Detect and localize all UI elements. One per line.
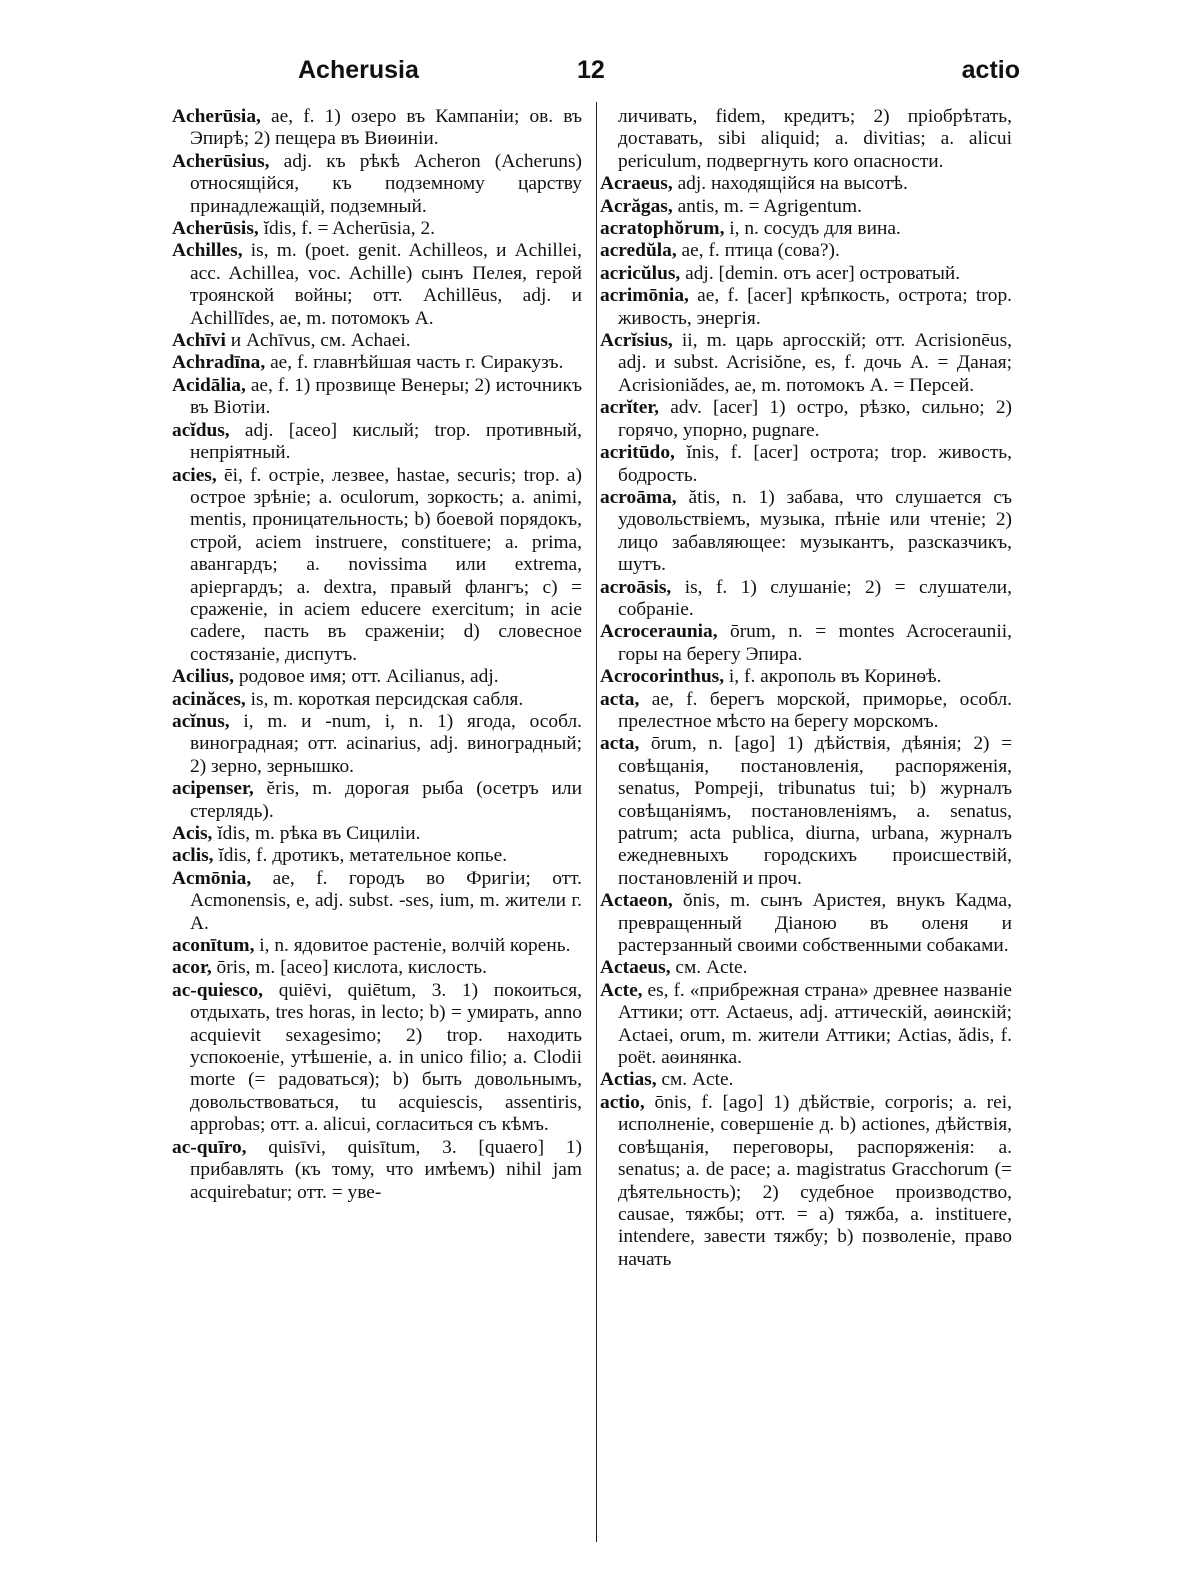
dictionary-entry xyxy=(600,196,1012,218)
dictionary-entry xyxy=(600,330,1012,397)
entry-definition: adj. къ рѣкѣ Acheron (Acheruns) относящійся, къ подземному царству принадлежащій, подземный. xyxy=(190,150,582,217)
entry-definition: adj. [aceo] кислый; trop. противный, непріятный. xyxy=(190,419,582,464)
entry-definition: см. Acte. xyxy=(661,1069,734,1091)
entry-definition: ōnis, f. [ago] 1) дѣйствіе, corporis; a. rei, исполненіе, совершеніе д. b) actiones, дѣйствія, совѣщанія, переговоры, распоряженія: a. senatus; a. de pace; a. magistratus Gracchorum (= дѣятельность); 2) судебное производство, causae, тяжбы; отт. = a) тяжба, a. instituere, intendere, завести тяжбу; b) позволеніе, право начать xyxy=(618,1091,1012,1270)
entry-headword: acratophŏrum, xyxy=(600,218,725,240)
entry-headword: acredŭla, xyxy=(600,240,677,262)
column-divider xyxy=(596,102,597,1542)
running-head xyxy=(170,52,1020,92)
entry-headword: Acherūsia, xyxy=(172,106,261,127)
entry-headword: Achradīna, xyxy=(172,352,266,374)
entry-headword: ac-quiesco, xyxy=(172,979,264,1001)
entry-headword: acĭnus, xyxy=(172,710,230,732)
entry-headword: acinăces, xyxy=(172,688,246,710)
entry-headword: Acte, xyxy=(600,979,643,1001)
dictionary-entry xyxy=(172,420,582,465)
entry-definition: i, f. акрополь въ Коринѳѣ. xyxy=(728,666,942,688)
entry-continuation: личивать, fidem, кредитъ; 2) пріобрѣтать, доставать, sibi aliquid; a. divitias; a. alicui periculum, подвергнуть кого опасности. xyxy=(618,106,1012,172)
entry-definition: ae, f. птица (сова?). xyxy=(681,240,840,262)
entry-definition: antis, m. = Agrigentum. xyxy=(677,195,862,217)
entry-headword: Acidālia, xyxy=(172,374,246,396)
entry-headword: Acrocorinthus, xyxy=(600,666,725,688)
dictionary-entry xyxy=(600,666,1012,688)
page-number: 12 xyxy=(577,56,605,84)
entry-headword: aconītum, xyxy=(172,935,255,957)
dictionary-entry xyxy=(600,1069,1012,1091)
left-column xyxy=(172,106,582,1204)
entry-headword: acritūdo, xyxy=(600,442,675,464)
entry-headword: Acroceraunia, xyxy=(600,621,718,643)
dictionary-entry xyxy=(172,666,582,688)
entry-definition: ae, f. главнѣйшая часть г. Сиракузъ. xyxy=(270,352,564,374)
dictionary-entry xyxy=(172,1137,582,1204)
entry-definition: i, m. и -num, i, n. 1) ягода, особл. виноградная; отт. acinarius, adj. виноградный; 2) зерно, зернышко. xyxy=(190,710,582,777)
entry-definition: ĭdis, f. дротикъ, метательное копье. xyxy=(218,845,508,867)
entry-headword: acies, xyxy=(172,464,217,486)
entry-headword: acricŭlus, xyxy=(600,262,681,284)
dictionary-entry xyxy=(600,173,1012,195)
entry-definition: ĭnis, f. [acer] острота; trop. живость, бодрость. xyxy=(618,442,1012,486)
entry-definition: ŏnis, m. сынъ Аристея, внукъ Кадма, превращенный Діаною въ оленя и растерзанный своими собственными собаками. xyxy=(618,890,1012,957)
entry-headword: Acmōnia, xyxy=(172,867,252,889)
dictionary-entry xyxy=(172,980,582,1137)
dictionary-entry xyxy=(600,1092,1012,1271)
entry-headword: acroāma, xyxy=(600,486,677,508)
entry-headword: Acrăgas, xyxy=(600,195,673,217)
dictionary-entry xyxy=(600,397,1012,442)
dictionary-entry xyxy=(600,980,1012,1070)
entry-headword: Acherūsius, xyxy=(172,150,270,172)
entry-headword: acta, xyxy=(600,688,640,710)
dictionary-entry xyxy=(172,330,582,352)
entry-headword: acroāsis, xyxy=(600,576,672,598)
dictionary-entry xyxy=(172,845,582,867)
entry-headword: Actias, xyxy=(600,1069,657,1091)
dictionary-entry xyxy=(172,151,582,218)
entry-definition: ii, m. царь аргосскій; отт. Acrisionēus, adj. и subst. Acrisiŏne, es, f. дочь А. = Даная; Acrisioniădes, ae, m. потомокъ А. = Персей. xyxy=(618,330,1012,396)
entry-definition: ătis, n. 1) забава, что слушается съ удовольствіемъ, музыка, пѣніе или чтеніе; 2) лицо забавляющее: музыкантъ, разсказчикъ, шутъ. xyxy=(618,486,1012,576)
dictionary-entry xyxy=(600,263,1012,285)
entry-headword: Achīvi xyxy=(172,330,226,352)
dictionary-entry xyxy=(172,106,582,151)
dictionary-entry xyxy=(600,240,1012,262)
dictionary-entry xyxy=(172,375,582,420)
dictionary-entry xyxy=(172,465,582,667)
dictionary-entry xyxy=(600,689,1012,734)
entry-headword: Achilles, xyxy=(172,240,243,262)
entry-definition: и Achīvus, см. Achaei. xyxy=(230,330,411,352)
dictionary-entry xyxy=(600,285,1012,330)
entry-definition: ōrum, n. [ago] 1) дѣйствія, дѣянія; 2) = совѣщанія, постановленія, распоряженія, senatus, Pompeji, tribunatus tui; b) журналъ совѣщаніямъ, постановленіямъ, a. senatus, patrum; acta publica, diurna, urbana, журналъ ежедневныхъ городскихъ происшествій, постановленій и проч. xyxy=(618,733,1012,889)
entry-definition: ae, f. 1) прозвище Венеры; 2) источникъ въ Віотіи. xyxy=(190,374,582,419)
dictionary-entry xyxy=(600,957,1012,979)
entry-headword: Acilius, xyxy=(172,666,234,688)
entry-definition: см. Acte. xyxy=(675,957,748,979)
entry-headword: Acrĭsius, xyxy=(600,330,673,352)
dictionary-entry xyxy=(600,733,1012,890)
dictionary-entry xyxy=(172,711,582,778)
entry-headword: actio, xyxy=(600,1091,645,1113)
entry-definition: adj. находящійся на высотѣ. xyxy=(677,173,908,195)
entry-definition: ĭdis, m. рѣка въ Сициліи. xyxy=(217,823,421,844)
entry-definition: ae, f. городъ во Фригіи; отт. Acmonensis, e, adj. subst. -ses, ium, m. жители г. А. xyxy=(190,867,582,934)
dictionary-entry xyxy=(172,689,582,711)
entry-headword: acta, xyxy=(600,733,640,755)
entry-definition: es, f. «прибрежная страна» древнее названіе Аттики; отт. Actaeus, adj. аттическій, аѳинскій; Actaei, orum, m. жители Аттики; Actias, ădis, f. poët. аѳинянка. xyxy=(618,979,1012,1069)
entry-definition: i, n. сосудъ для вина. xyxy=(729,218,901,240)
right-guide-word: actio xyxy=(961,56,1020,84)
entry-definition: ĕris, m. дорогая рыба (осетръ или стерлядь). xyxy=(190,778,582,822)
entry-definition: ae, f. [acer] крѣпкость, острота; trop. живость, энергія. xyxy=(618,285,1012,329)
dictionary-entry xyxy=(172,935,582,957)
entry-headword: ac-quīro, xyxy=(172,1136,247,1158)
dictionary-entry xyxy=(600,621,1012,666)
dictionary-entry xyxy=(172,352,582,374)
entry-definition: ōrum, n. = montes Acroceraunii, горы на берегу Эпира. xyxy=(618,621,1012,665)
entry-definition: adv. [acer] 1) остро, рѣзко, сильно; 2) горячо, упорно, pugnare. xyxy=(618,397,1012,441)
entry-definition: is, m. (poet. genit. Achilleos, и Achillei, acc. Achillea, voc. Achille) сынъ Пелея, герой троянской войны; отт. Achillēus, adj. и Achillīdes, ae, m. потомокъ А. xyxy=(190,240,582,329)
dictionary-entry xyxy=(600,890,1012,957)
dictionary-entry xyxy=(600,218,1012,240)
dictionary-entry xyxy=(600,577,1012,622)
entry-definition: i, n. ядовитое растеніе, волчій корень. xyxy=(259,935,571,957)
dictionary-entry xyxy=(600,487,1012,577)
dictionary-entry xyxy=(172,868,582,935)
entry-headword: acor, xyxy=(172,957,212,979)
entry-headword: Actaeon, xyxy=(600,890,673,912)
dictionary-entry xyxy=(172,823,582,845)
entry-definition: родовое имя; отт. Acilianus, adj. xyxy=(238,666,499,688)
entry-definition: is, f. 1) слушаніе; 2) = слушатели, собраніе. xyxy=(618,576,1012,620)
right-column xyxy=(600,106,1012,1271)
entry-headword: acrĭter, xyxy=(600,397,660,419)
entry-headword: Actaeus, xyxy=(600,957,671,979)
entry-definition: ae, f. 1) озеро въ Кампаніи; ов. въ Эпирѣ; 2) пещера въ Виѳиніи. xyxy=(190,106,582,150)
entry-definition: quisīvi, quisītum, 3. [quaero] 1) прибавлять (къ тому, что имѣемъ) nihil jam acquirebatur; отт. = уве- xyxy=(190,1136,582,1203)
dictionary-entry xyxy=(172,218,582,240)
entry-definition: ae, f. берегъ морской, приморье, особл. прелестное мѣсто на берегу морскомъ. xyxy=(618,688,1012,732)
entry-headword: acipenser, xyxy=(172,778,254,800)
dictionary-entry xyxy=(172,778,582,823)
entry-definition: adj. [demin. отъ acer] островатый. xyxy=(685,262,961,284)
entry-headword: Acis, xyxy=(172,823,213,844)
entry-headword: acĭdus, xyxy=(172,419,230,441)
entry-definition: quiēvi, quiētum, 3. 1) покоиться, отдыхать, tres horas, in lecto; b) = умирать, anno acquievit sexagesimo; 2) trop. находить успокоеніе, утѣшеніе, a. in unico filio; a. Clodii morte (= радоваться); b) быть довольнымъ, довольствоваться, tu acquiescis, assentiris, approbas; отт. a. alicui, согласиться съ кѣмъ. xyxy=(190,979,582,1136)
dictionary-entry xyxy=(172,957,582,979)
dictionary-entry xyxy=(172,240,582,330)
entry-headword: aclis, xyxy=(172,845,214,867)
dictionary-entry xyxy=(600,442,1012,487)
entry-headword: Acraeus, xyxy=(600,173,673,195)
left-guide-word: Acherusia xyxy=(298,56,419,84)
entry-headword: Acherūsis, xyxy=(172,218,259,240)
entry-definition: ĭdis, f. = Acherūsia, 2. xyxy=(263,218,435,240)
entry-definition: ēi, f. остріе, лезвее, hastae, securis; trop. a) острое зрѣніе; a. oculorum, зоркость; a. animi, mentis, проницательность; b) боевой порядокъ, строй, aciem instruere, constituere; a. prima, авангардъ; a. novissima или extrema, аріергардъ; a. dextra, правый флангъ; c) = сраженіе, in aciem educere exercitum; in acie cadere, пасть въ сраженіи; d) словесное состязаніе, диспутъ. xyxy=(190,464,582,665)
entry-headword: acrimōnia, xyxy=(600,285,689,307)
entry-definition: is, m. короткая персидская сабля. xyxy=(250,688,524,710)
entry-definition: ōris, m. [aceo] кислота, кислость. xyxy=(216,957,487,979)
